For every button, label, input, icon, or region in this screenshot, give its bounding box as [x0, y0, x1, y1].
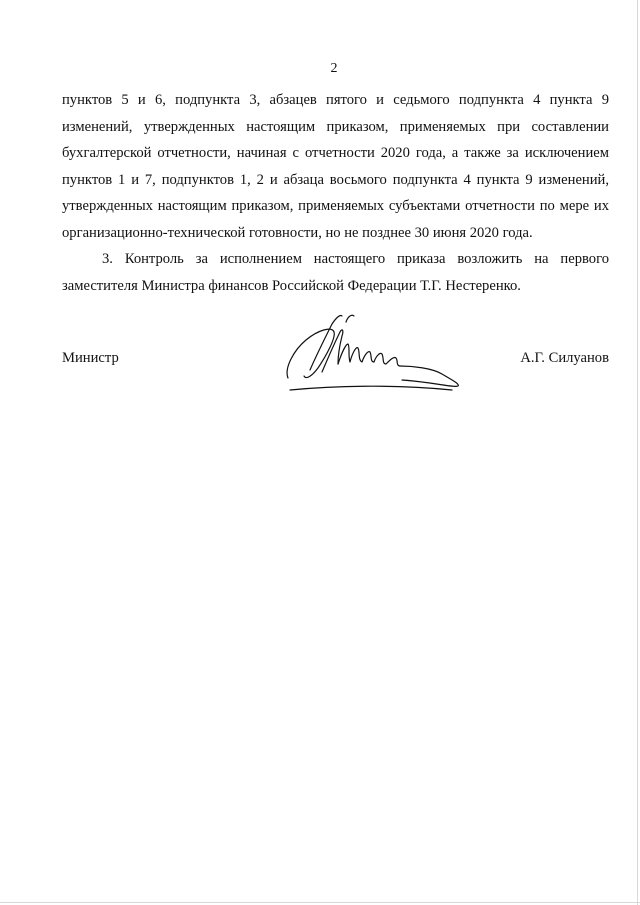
paragraph-item-3: 3. Контроль за исполнением настоящего приказа возложить на первого заместителя Министра финансов Российской Федерации Т.Г. Нестеренко.: [62, 251, 609, 294]
paragraph-continuation: пунктов 5 и 6, подпункта 3, абзацев пятого и седьмого подпункта 4 пункта 9 изменений, утвержденных настоящим приказом, применяемых при составлении бухгалтерской отчетности, начиная с отчетности 2020 года, а также за исключением пунктов 1 и 7, подпунктов 1, 2 и абзаца восьмого подпункта 4 пункта 9 изменений, утвержденных настоящим приказом, применяемых субъектами отчетности по мере их организационно-технической готовности, но не позднее 30 июня 2020 года.: [62, 92, 609, 241]
document-body: [62, 87, 609, 299]
signatory-title: Министр: [62, 350, 119, 366]
signature-block: [62, 310, 609, 400]
page-edge-right: [637, 0, 638, 905]
handwritten-signature: [282, 310, 462, 394]
page-number: 2: [330, 61, 338, 76]
signatory-name: А.Г. Силуанов: [520, 350, 609, 366]
page-edge-bottom: [0, 902, 640, 903]
